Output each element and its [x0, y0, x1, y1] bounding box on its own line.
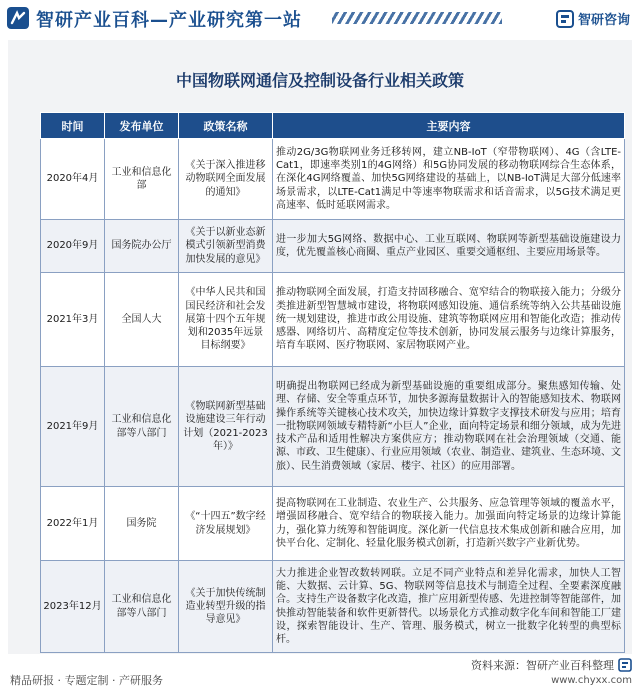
table-title: 中国物联网通信及控制设备行业相关政策: [175, 71, 464, 90]
table-header-row: [41, 113, 625, 139]
footer-tagline: 精品研报 · 专题定制 · 产研服务: [10, 674, 163, 687]
table-row: [41, 220, 625, 273]
cell-content: 大力推进企业智改数转网联。立足不同产业特点和差异化需求，加快人工智能、大数据、云计算、5G、物联网等信息技术与制造全过程、全要素深度融合。支持生产设备数字化改造，推广应用新型传感、先进控制等智能部件，加快推动智能装备和软件更新替代。以场景化方式推动数字化车间和智能工厂建设，探索智能设计、生产、管理、服务模式，树立一批数字化转型的典型标杆。: [273, 561, 625, 653]
policy-table: [40, 112, 625, 653]
footer-bar: [0, 654, 640, 690]
cell-policy-name: 《物联网新型基础设施建设三年行动计划（2021-2023年）》: [179, 367, 273, 487]
cell-org: 工业和信息化部: [105, 139, 179, 220]
brand-logo: [556, 9, 630, 28]
logo-icon: [6, 6, 30, 30]
cell-content: 推动物联网全面发展，打造支持固移融合、宽窄结合的物联接入能力；分级分类推进新型智慧城市建设，将物联网感知设施、通信系统等纳入公共基础设施统一规划建设，推进市政公用设施、建筑等物联网应用和智能化改造；推动传感器、网络切片、高精度定位等技术创新，协同发展云服务与边缘计算服务，培育车联网、医疗物联网、家居物联网产业。: [273, 273, 625, 367]
column-header-org: 发布单位: [105, 113, 179, 139]
cell-policy-name: 《“十四五”数字经济发展规划》: [179, 487, 273, 561]
table-row: [41, 487, 625, 561]
cell-policy-name: 《中华人民共和国国民经济和社会发展第十四个五年规划和2035年远景目标纲要》: [179, 273, 273, 367]
cell-date: 2022年1月: [41, 487, 105, 561]
cell-policy-name: 《关于以新业态新模式引领新型消费加快发展的意见》: [179, 220, 273, 273]
brand-icon: [556, 10, 574, 28]
column-header-policy-name: 政策名称: [179, 113, 273, 139]
site-title: 智研产业百科—产业研究第一站: [36, 10, 302, 31]
top-banner: [0, 0, 640, 38]
cell-policy-name: 《关于深入推进移动物联网全面发展的通知》: [179, 139, 273, 220]
table-row: [41, 367, 625, 487]
cell-date: 2021年3月: [41, 273, 105, 367]
source-text: 资料来源：智研产业百科整理: [471, 659, 614, 672]
cell-org: 工业和信息化部等八部门: [105, 561, 179, 653]
cell-policy-name: 《关于加快传统制造业转型升级的指导意见》: [179, 561, 273, 653]
cell-org: 全国人大: [105, 273, 179, 367]
source-url: www.chyxx.com: [551, 675, 632, 686]
brand-icon: [618, 658, 632, 672]
cell-date: 2023年12月: [41, 561, 105, 653]
cell-content: 进一步加大5G网络、数据中心、工业互联网、物联网等新型基础设施建设力度，优先覆盖核心商圈、重点产业园区、重要交通枢纽、主要应用场景等。: [273, 220, 625, 273]
brand-name: 智研咨询: [577, 13, 630, 28]
cell-date: 2020年4月: [41, 139, 105, 220]
source-note: [471, 657, 632, 673]
cell-org: 国务院办公厅: [105, 220, 179, 273]
table-row: [41, 139, 625, 220]
decorative-stripes: [332, 12, 502, 24]
table-row: [41, 561, 625, 653]
column-header-date: 时间: [41, 113, 105, 139]
table-row: [41, 273, 625, 367]
content-panel: [8, 40, 632, 654]
cell-content: 推动2G/3G物联网业务迁移转网，建立NB-IoT（窄带物联网）、4G（含LTE-Cat1，即速率类别1的4G网络）和5G协同发展的移动物联网综合生态体系，在深化4G网络覆盖、加快5G网络建设的基础上，以NB-IoT满足大部分低速率场景需求，以LTE-Cat1满足中等速率物联需求和话音需求，以5G技术满足更高速率、低时延联网需求。: [273, 139, 625, 220]
cell-date: 2021年9月: [41, 367, 105, 487]
cell-org: 工业和信息化部等八部门: [105, 367, 179, 487]
cell-content: 明确提出物联网已经成为新型基础设施的重要组成部分。聚焦感知传输、处理、存储、安全等重点环节，加快多源海量数据计入的智能感知技术、物联网操作系统等关键核心技术攻关，加快边缘计算数字支撑技术研发与应用；培育一批物联网领域专精特新“小巨人”企业，面向特定场景和细分领域，成为先进技术产品和适用性解决方案供应方；推动物联网在社会治理领域（交通、能源、市政、卫生健康）、行业应用领域（农业、制造业、建筑业、生态环境、文旅）、民生消费领域（家居、楼宇、社区）的应用部署。: [273, 367, 625, 487]
column-header-content: 主要内容: [273, 113, 625, 139]
cell-content: 提高物联网在工业制造、农业生产、公共服务、应急管理等领域的覆盖水平，增强固移融合、宽窄结合的物联接入能力。加强面向特定场景的边缘计算能力，强化算力统筹和智能调度。深化新一代信息技术集成创新和融合应用，加快平台化、定制化、轻量化服务模式创新，打造新兴数字产业新优势。: [273, 487, 625, 561]
cell-date: 2020年9月: [41, 220, 105, 273]
cell-org: 国务院: [105, 487, 179, 561]
